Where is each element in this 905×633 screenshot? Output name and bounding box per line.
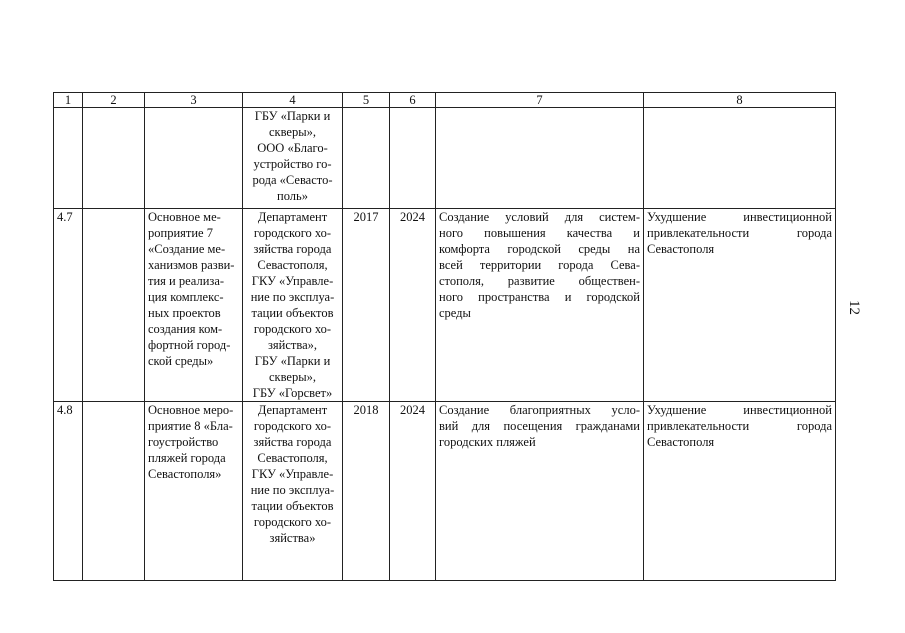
- cell-number: [54, 108, 83, 209]
- header-cell-2: 2: [83, 93, 145, 108]
- table-row: [54, 108, 836, 209]
- header-cell-8: 8: [644, 93, 836, 108]
- cell-col2: [83, 402, 145, 581]
- header-cell-4: 4: [243, 93, 343, 108]
- cell-measure-name-line: ской среды»: [148, 354, 214, 368]
- cell-executors-line: Севастополя,: [257, 258, 328, 272]
- cell-executors-line: ние по эксплуа-: [250, 483, 335, 497]
- cell-expected-result: [436, 402, 644, 581]
- cell-executors: [243, 402, 343, 581]
- cell-start-year: 2017: [343, 209, 390, 402]
- cell-executors-line: городского хо-: [253, 515, 332, 529]
- cell-col2: [83, 108, 145, 209]
- measures-table: [53, 92, 836, 581]
- cell-measure-name-line: роприятие 7: [148, 226, 213, 240]
- cell-executors: [243, 108, 343, 209]
- cell-executors-line: тации объектов: [251, 499, 334, 513]
- cell-measure-name-line: гоустройство: [148, 435, 219, 449]
- cell-executors-line: скверы»,: [268, 125, 317, 139]
- cell-end-year: [390, 108, 436, 209]
- table-row: [54, 209, 836, 402]
- cell-executors-line: зяйства»: [269, 531, 316, 545]
- cell-measure-name-line: пляжей города: [148, 451, 226, 465]
- cell-measure-name-line: Севастополя»: [148, 467, 222, 481]
- cell-expected-result-line: Создание благоприятных усло-: [439, 403, 640, 417]
- cell-expected-result-line: ного пространства и городской: [439, 290, 640, 304]
- cell-number: 4.7: [54, 209, 83, 402]
- cell-consequences: [644, 209, 836, 402]
- cell-consequences-line: Ухудшение инвестиционной: [647, 403, 832, 417]
- cell-number: 4.8: [54, 402, 83, 581]
- cell-executors-line: ние по эксплуа-: [250, 290, 335, 304]
- table-row: [54, 402, 836, 581]
- cell-expected-result: [436, 108, 644, 209]
- cell-executors-line: зяйства города: [253, 242, 332, 256]
- cell-col2: [83, 209, 145, 402]
- table-body: [54, 108, 836, 581]
- cell-executors-line: городского хо-: [253, 226, 332, 240]
- cell-measure-name-line: приятие 8 «Бла-: [148, 419, 233, 433]
- header-cell-3: 3: [145, 93, 243, 108]
- cell-measure-name-line: ных проектов: [148, 306, 221, 320]
- cell-executors-line: Севастополя,: [257, 451, 328, 465]
- cell-executors-line: городского хо-: [253, 322, 332, 336]
- cell-consequences-line: Севастополя: [647, 435, 715, 449]
- cell-expected-result-line: всей территории города Сева-: [439, 258, 640, 272]
- cell-expected-result-line: комфорта городской среды на: [439, 242, 640, 256]
- cell-consequences: [644, 108, 836, 209]
- header-cell-5: 5: [343, 93, 390, 108]
- cell-consequences-line: Севастополя: [647, 242, 715, 256]
- cell-start-year: [343, 108, 390, 209]
- cell-consequences-line: привлекательности города: [647, 226, 832, 240]
- cell-expected-result-line: среды: [439, 306, 471, 320]
- cell-executors-line: ГКУ «Управле-: [251, 274, 334, 288]
- cell-measure-name: [145, 209, 243, 402]
- cell-measure-name: [145, 108, 243, 209]
- cell-measure-name-line: тия и реализа-: [148, 274, 225, 288]
- cell-end-year: 2024: [390, 209, 436, 402]
- cell-consequences-line: привлекательности города: [647, 419, 832, 433]
- cell-expected-result-line: ного повышения качества и: [439, 226, 640, 240]
- header-row: [54, 93, 836, 108]
- cell-executors-line: скверы»,: [268, 370, 317, 384]
- header-cell-6: 6: [390, 93, 436, 108]
- header-cell-7: 7: [436, 93, 644, 108]
- cell-executors-line: Департамент: [257, 210, 328, 224]
- header-cell-1: 1: [54, 93, 83, 108]
- cell-executors-line: рода «Севасто-: [252, 173, 333, 187]
- cell-executors-line: тации объектов: [251, 306, 334, 320]
- cell-measure-name-line: «Создание ме-: [148, 242, 226, 256]
- cell-executors-line: поль»: [277, 189, 308, 203]
- cell-expected-result-line: стополя, развитие обществен-: [439, 274, 640, 288]
- cell-expected-result-line: вий для посещения гражданами: [439, 419, 640, 433]
- cell-end-year: 2024: [390, 402, 436, 581]
- cell-executors-line: Департамент: [257, 403, 328, 417]
- cell-executors-line: ГКУ «Управле-: [251, 467, 334, 481]
- cell-measure-name-line: фортной город-: [148, 338, 231, 352]
- cell-consequences: [644, 402, 836, 581]
- cell-measure-name-line: Основное ме-: [148, 210, 221, 224]
- cell-expected-result-line: городских пляжей: [439, 435, 536, 449]
- cell-executors-line: ГБУ «Парки и: [254, 354, 331, 368]
- cell-measure-name-line: создания ком-: [148, 322, 223, 336]
- cell-executors-line: ГБУ «Горсвет»: [252, 386, 333, 400]
- cell-executors-line: городского хо-: [253, 419, 332, 433]
- cell-executors-line: зяйства»,: [267, 338, 318, 352]
- cell-consequences-line: Ухудшение инвестиционной: [647, 210, 832, 224]
- cell-measure-name-line: ханизмов разви-: [148, 258, 235, 272]
- cell-executors-line: устройство го-: [253, 157, 332, 171]
- cell-measure-name: [145, 402, 243, 581]
- page-number: 12: [846, 300, 862, 315]
- cell-executors-line: зяйства города: [253, 435, 332, 449]
- cell-executors-line: ООО «Благо-: [257, 141, 328, 155]
- cell-start-year: 2018: [343, 402, 390, 581]
- cell-executors-line: ГБУ «Парки и: [254, 109, 331, 123]
- cell-expected-result: [436, 209, 644, 402]
- cell-measure-name-line: Основное меро-: [148, 403, 234, 417]
- cell-executors: [243, 209, 343, 402]
- cell-expected-result-line: Создание условий для систем-: [439, 210, 640, 224]
- cell-measure-name-line: ция комплекс-: [148, 290, 224, 304]
